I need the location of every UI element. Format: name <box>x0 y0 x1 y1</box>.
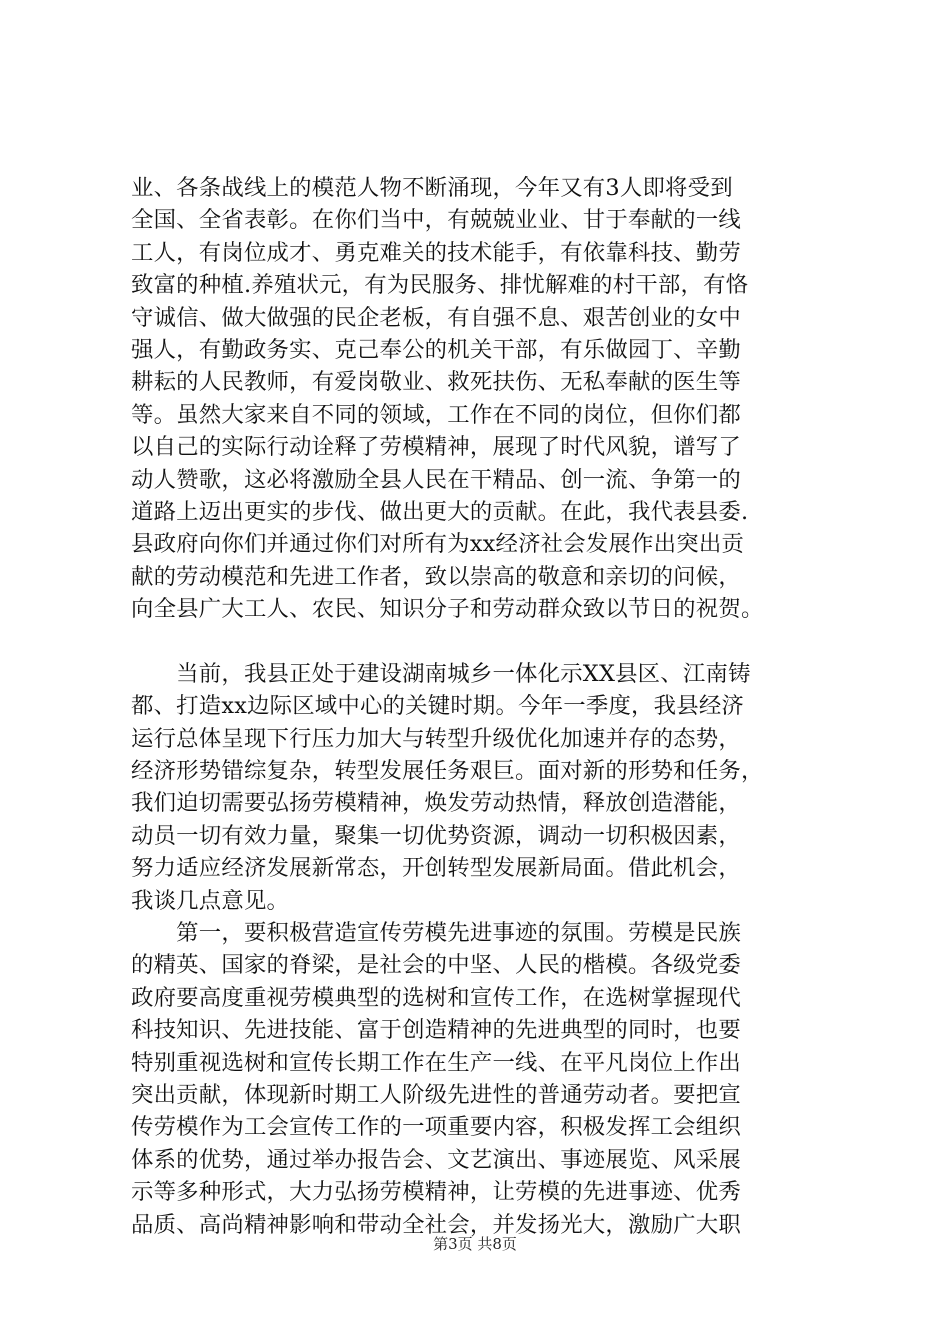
text-line: 传劳模作为工会宣传工作的一项重要内容，积极发挥工会组织 <box>131 1114 741 1141</box>
text-line: 守诚信、做大做强的民企老板，有自强不息、艰苦创业的女中 <box>131 304 741 331</box>
text-line: 献的劳动模范和先进工作者，致以崇高的敬意和亲切的问候， <box>131 563 741 590</box>
text-line: 品质、高尚精神影响和带动全社会，并发扬光大，激励广大职 <box>131 1211 741 1238</box>
text-line: 体系的优势，通过举办报告会、文艺演出、事迹展览、风采展 <box>131 1146 741 1173</box>
paragraph-2 <box>131 658 831 917</box>
text-line: 示等多种形式，大力弘扬劳模精神，让劳模的先进事迹、优秀 <box>131 1179 741 1206</box>
text-line: 努力适应经济发展新常态，开创转型发展新局面。借此机会， <box>131 855 741 882</box>
text-line: 突出贡献，体现新时期工人阶级先进性的普通劳动者。要把宣 <box>131 1081 741 1108</box>
text-line: 政府要高度重视劳模典型的选树和宣传工作，在选树掌握现代 <box>131 984 741 1011</box>
text-line: 强人，有勤政务实、克己奉公的机关干部，有乐做园丁、辛勤 <box>131 336 741 363</box>
text-line: 致富的种植.养殖状元，有为民服务、排忧解难的村干部，有恪 <box>131 272 749 299</box>
text-line: 等。虽然大家来自不同的领域，工作在不同的岗位，但你们都 <box>131 401 741 428</box>
page-number-footer: 第3页 共8页 <box>433 1235 517 1253</box>
text-line: 我谈几点意见。 <box>131 887 290 914</box>
text-line: 第一，要积极营造宣传劳模先进事迹的氛围。劳模是民族 <box>131 919 741 946</box>
text-line: 向全县广大工人、农民、知识分子和劳动群众致以节日的祝贺。 <box>131 596 764 623</box>
text-line: 的精英、国家的脊梁，是社会的中坚、人民的楷模。各级党委 <box>131 952 741 979</box>
text-line: 我们迫切需要弘扬劳模精神，焕发劳动热情，释放创造潜能， <box>131 790 741 817</box>
text-line: 道路上迈出更实的步伐、做出更大的贡献。在此，我代表县委. <box>131 498 749 525</box>
document-body <box>131 172 831 1241</box>
text-line: 动员一切有效力量，聚集一切优势资源，调动一切积极因素， <box>131 822 741 849</box>
text-line: 耕耘的人民教师，有爱岗敬业、救死扶伤、无私奉献的医生等 <box>131 369 741 396</box>
text-line: 当前，我县正处于建设湖南城乡一体化示XX县区、江南铸 <box>131 660 751 687</box>
paragraph-spacer <box>131 625 831 657</box>
text-line: 都、打造xx边际区域中心的关键时期。今年一季度，我县经济 <box>131 693 745 720</box>
text-line: 业、各条战线上的模范人物不断涌现，今年又有3人即将受到 <box>131 175 733 201</box>
text-line: 运行总体呈现下行压力加大与转型升级优化加速并存的态势， <box>131 725 741 752</box>
text-line: 全国、全省表彰。在你们当中，有兢兢业业、甘于奉献的一线 <box>131 207 741 234</box>
text-line: 科技知识、先进技能、富于创造精神的先进典型的同时，也要 <box>131 1017 741 1044</box>
paragraph-1 <box>131 172 831 625</box>
text-line: 特别重视选树和宣传长期工作在生产一线、在平凡岗位上作出 <box>131 1049 741 1076</box>
text-line: 工人，有岗位成才、勇克难关的技术能手，有依靠科技、勤劳 <box>131 239 741 266</box>
text-line: 县政府向你们并通过你们对所有为xx经济社会发展作出突出贡 <box>131 531 745 558</box>
text-line: 动人赞歌，这必将激励全县人民在干精品、创一流、争第一的 <box>131 466 741 493</box>
paragraph-3 <box>131 917 831 1241</box>
text-line: 经济形势错综复杂，转型发展任务艰巨。面对新的形势和任务， <box>131 758 764 785</box>
text-line: 以自己的实际行动诠释了劳模精神，展现了时代风貌，谱写了 <box>131 434 741 461</box>
